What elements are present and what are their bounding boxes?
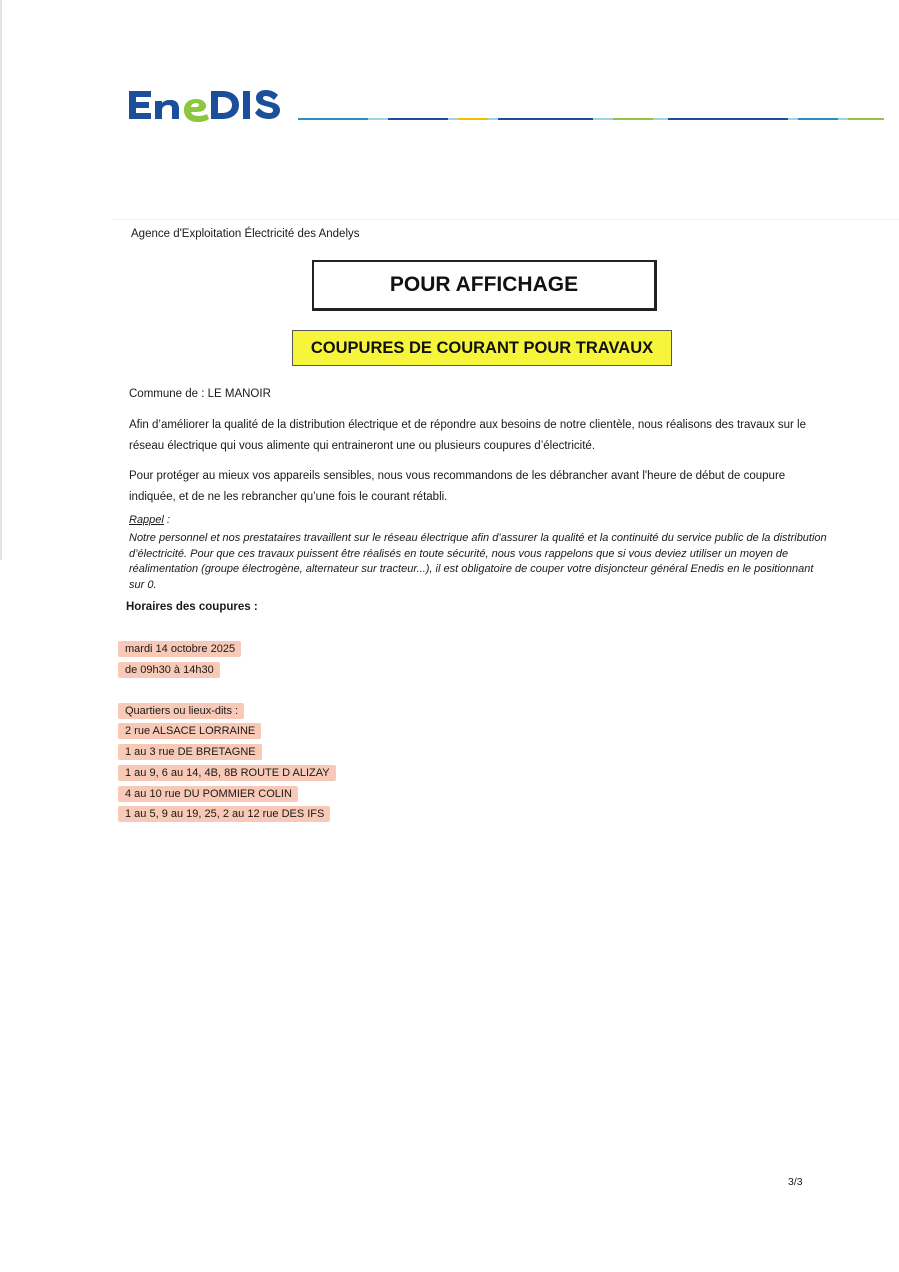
intro-paragraph: Afin d’améliorer la qualité de la distribution électrique et de répondre aux besoins de notre clientèle, nous réalisons des travaux sur le réseau électrique qui vous alimente qui entraineront une ou plusieurs coupures d’électricité. (129, 419, 806, 452)
rappel-heading: Rappel : (129, 514, 170, 526)
advice-paragraph: Pour protéger au mieux vos appareils sensibles, nous vous recommandons de les débrancher avant l'heure de début de coupure indiquée, et de ne les rebrancher qu’une fois le courant rétabli. (129, 470, 786, 503)
subtitle-box: COUPURES DE COURANT POUR TRAVAUX (292, 330, 672, 366)
location-item: 1 au 9, 6 au 14, 4B, 8B ROUTE D ALIZAY (118, 765, 336, 781)
rappel-label: Rappel (129, 514, 164, 526)
location-item: 2 rue ALSACE LORRAINE (118, 723, 261, 739)
commune-label: Commune de : LE MANOIR (129, 388, 271, 400)
location-item: 4 au 10 rue DU POMMIER COLIN (118, 786, 298, 802)
enedis-logo (127, 86, 287, 126)
agency-name: Agence d'Exploitation Électricité des Andelys (131, 228, 360, 240)
schedule-title: Horaires des coupures : (126, 601, 258, 613)
location-item: 1 au 3 rue DE BRETAGNE (118, 744, 262, 760)
title-box: POUR AFFICHAGE (312, 260, 657, 311)
separator-line (112, 219, 899, 220)
schedule-date: mardi 14 octobre 2025 (118, 641, 241, 657)
header-decorative-line (298, 116, 884, 122)
scan-edge (0, 0, 2, 560)
locations-title: Quartiers ou lieux-dits : (118, 703, 244, 719)
rappel-text: Notre personnel et nos prestataires travaillent sur le réseau électrique afin d’assurer la qualité et la continuité du service public de la distribution d’électricité. Pour que ces travaux puissent être réalisés en toute sécurité, nous vous rappelons que si vous deviez utiliser un moyen de réalimentation (groupe électrogène, alternateur sur tracteur...), il est obligatoire de couper votre disjoncteur général Enedis en le positionnant sur 0. (129, 532, 827, 591)
location-item: 1 au 5, 9 au 19, 25, 2 au 12 rue DES IFS (118, 806, 330, 822)
schedule-hours: de 09h30 à 14h30 (118, 662, 220, 678)
page-number: 3/3 (788, 1176, 803, 1188)
